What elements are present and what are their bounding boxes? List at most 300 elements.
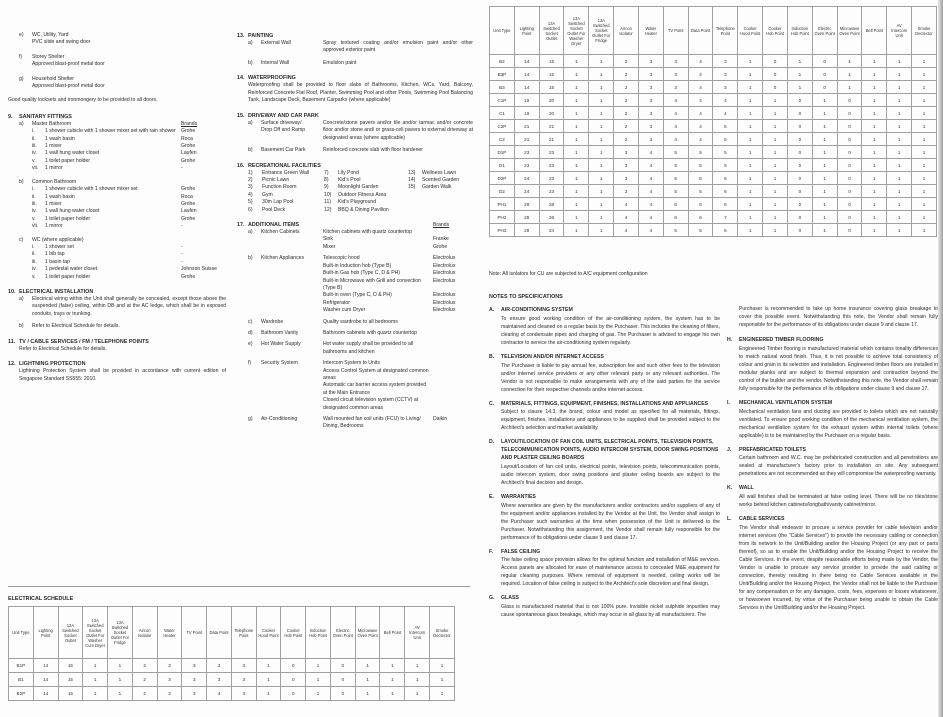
count-cell: 1	[256, 659, 281, 673]
count-cell: 3	[182, 673, 207, 687]
facility-name: BBQ & Dining Pavilion	[338, 206, 389, 213]
count-cell: 1	[564, 198, 589, 211]
count-cell: 4	[638, 211, 663, 224]
facility-number: 8)	[324, 177, 329, 184]
table-row	[490, 224, 937, 237]
item-line	[323, 255, 473, 262]
count-cell: 1	[912, 211, 937, 224]
count-cell: 3	[663, 81, 688, 94]
count-cell: 3	[638, 94, 663, 107]
note-title: MATERIALS, FITTINGS, EQUIPMENT, FINISHES, INSTALLATIONS AND APPLIANCES	[501, 400, 709, 407]
additional-group-kitchen-cabinets	[248, 229, 473, 251]
sanitary-item	[32, 186, 226, 193]
additional-group-security-system	[248, 360, 473, 412]
row-title: Surface driveway/ Drop Off and Ramp	[261, 120, 306, 134]
line-text: Kitchen cabinets with quartz countertop	[323, 229, 412, 236]
count-cell: 1	[862, 146, 887, 159]
note-title: WARRANTIES	[501, 493, 536, 500]
item-number: i.	[32, 128, 35, 135]
row-label: b)	[248, 59, 253, 66]
note-body: Certain bathroom and W.C. may be prefabricated construction and all penetrations are sealed at manufacturer's factory prior to installation on site. Any subsequent penetrations are not recommended as they will compromise the waterproofing warranty.	[739, 455, 938, 478]
count-cell: 1	[83, 687, 108, 701]
facility-number: 10)	[324, 191, 332, 198]
count-cell: 2	[614, 55, 639, 68]
count-cell: 1	[763, 94, 788, 107]
unit-type-cell: C1	[490, 107, 515, 120]
recreational-column-3	[408, 170, 473, 214]
count-cell: 1	[430, 687, 455, 701]
count-cell: 1	[837, 81, 862, 94]
note-title: PREFABRICATED TOILETS	[739, 446, 806, 453]
item-line	[323, 307, 473, 314]
table-header-row	[490, 7, 937, 55]
table-row	[490, 68, 937, 81]
count-cell: 1	[862, 159, 887, 172]
count-cell: 14	[33, 659, 58, 673]
column-header: Cooker Hob Point	[281, 607, 306, 659]
section-waterproofing	[237, 74, 473, 105]
line-text: Intercom System to Units	[323, 360, 380, 367]
column-header: 13A Switched Socket Outlet	[58, 607, 83, 659]
page-scan-edge	[938, 0, 943, 717]
count-cell: 1	[380, 673, 405, 687]
count-cell: 1	[589, 107, 614, 120]
count-cell: 5	[688, 224, 713, 237]
item-number: iii.	[32, 143, 37, 150]
section-number: 17.	[237, 222, 245, 229]
section-additional-items	[237, 221, 473, 431]
item-number: iv.	[32, 266, 37, 273]
item-number: v.	[32, 157, 36, 164]
count-cell: 1	[912, 120, 937, 133]
count-cell: 1	[912, 68, 937, 81]
count-cell: 1	[912, 94, 937, 107]
facility-item	[324, 207, 408, 214]
facility-number: 6)	[248, 206, 253, 213]
count-cell: 1	[306, 673, 331, 687]
group-title: Hot Water Supply	[261, 341, 301, 348]
count-cell: 1	[763, 224, 788, 237]
notes-list-right	[727, 337, 938, 612]
column-header: Water Heater	[157, 607, 182, 659]
table-row	[490, 120, 937, 133]
unit-type-cell: B2P	[9, 687, 34, 701]
count-cell: 0	[812, 55, 837, 68]
count-cell: 1	[862, 211, 887, 224]
count-cell: 1	[862, 68, 887, 81]
count-cell: 1	[812, 224, 837, 237]
count-cell: 3	[638, 107, 663, 120]
group-title: WC (where applicable)	[32, 236, 84, 243]
column-header: Lighting Point	[33, 607, 58, 659]
section-title: ADDITIONAL ITEMS	[248, 222, 300, 229]
count-cell: 1	[763, 159, 788, 172]
item-brand: Grohe	[181, 186, 196, 193]
count-cell: 4	[614, 224, 639, 237]
sanitary-item	[32, 216, 226, 223]
doors-note: Good quality locksets and ironmongery to be provided to all doors.	[8, 97, 158, 104]
note-section	[489, 439, 720, 486]
count-cell: 6	[663, 211, 688, 224]
line-text: Quality wardrobe to all bedrooms	[323, 318, 398, 325]
count-cell: 1	[564, 172, 589, 185]
section-number: 16.	[237, 162, 245, 169]
item-title: WC, Utility, Yard	[32, 32, 69, 38]
line-brand: Franke	[433, 236, 449, 243]
item-text: 1 mixer	[45, 143, 62, 150]
count-cell: 1	[738, 133, 763, 146]
unit-type-cell: B3	[490, 81, 515, 94]
count-cell: 0	[787, 224, 812, 237]
count-cell: 1	[862, 185, 887, 198]
group-lines	[323, 416, 473, 431]
group-title: Master Bathroom	[32, 120, 72, 127]
facility-name: 30m Lap Pool	[262, 199, 294, 206]
unit-type-cell: B1P	[9, 659, 34, 673]
count-cell: 0	[763, 55, 788, 68]
item-brand: Grohe	[181, 143, 196, 150]
section-number: 14.	[237, 75, 245, 82]
count-cell: 20	[539, 107, 564, 120]
item-line	[323, 416, 473, 431]
table-row	[490, 55, 937, 68]
count-cell: 5	[663, 224, 688, 237]
section-divider	[8, 586, 470, 587]
count-cell: 1	[564, 146, 589, 159]
item-text: 1 shower set	[45, 243, 74, 250]
item-text: 1 mirror	[45, 165, 63, 172]
count-cell: 4	[638, 198, 663, 211]
section-lightning-protection	[8, 360, 226, 383]
count-cell: 1	[787, 81, 812, 94]
facility-item	[248, 192, 324, 199]
item-line	[323, 292, 473, 299]
note-letter: I.	[727, 399, 730, 406]
count-cell: 21	[514, 120, 539, 133]
electrical-schedule-section	[8, 596, 455, 701]
row-label: a)	[248, 40, 253, 46]
note-body: The Purchaser is liable to pay annual fee, subscription fee and such other fees to the television and/or internet service providers or any other relevant party or any relevant authorities. The Vendor is not responsible to make arrangements with any of the said parties for the service connection for their respective channels and/or internet access.	[501, 362, 720, 393]
line-brand	[433, 330, 473, 337]
sanitary-group-wc	[19, 237, 226, 281]
note-title: MECHANICAL VENTILATION SYSTEM	[739, 399, 833, 406]
section-title: SANITARY FITTINGS	[19, 113, 72, 120]
count-cell: 1	[887, 198, 912, 211]
count-cell: 5	[663, 185, 688, 198]
count-cell: 4	[638, 146, 663, 159]
count-cell: 1	[862, 120, 887, 133]
line-text: Telescopic hood	[323, 255, 360, 262]
count-cell: 1	[306, 659, 331, 673]
note-section	[727, 516, 938, 612]
count-cell: 1	[405, 687, 430, 701]
row-label: b)	[248, 147, 253, 154]
facility-name: Entrance Green Wall	[262, 169, 310, 176]
count-cell: 4	[614, 211, 639, 224]
unit-type-cell: C2P	[490, 120, 515, 133]
lettered-paragraph	[19, 296, 226, 318]
group-lines	[323, 330, 473, 337]
count-cell: 1	[738, 224, 763, 237]
column-header: 13A Switched Socket Outlet For Washer Cum Dryer	[83, 607, 108, 659]
item-number: v.	[32, 215, 36, 222]
note-letter: D.	[489, 439, 495, 446]
column-header: TV Point	[663, 7, 688, 55]
table-row	[490, 172, 937, 185]
count-cell: 0	[763, 81, 788, 94]
note-body: Glass is manufactured material that is not 100% pure. Invisible nickel sulphide impurities may cause spontaneous glass breakage, which may occur in all glass by all manufacturers. The	[501, 604, 720, 619]
count-cell: 21	[514, 133, 539, 146]
item-line	[323, 382, 473, 397]
row-title: External Wall	[261, 40, 291, 46]
note-body: Layout/Location of fan coil units, electrical points, television points, telecommunication points, audio intercom system, door swing positions and plaster ceiling boards are subject to the Architect's final decision and design.	[501, 463, 720, 486]
count-cell: 0	[281, 687, 306, 701]
count-cell: 4	[688, 81, 713, 94]
count-cell: 0	[837, 172, 862, 185]
count-cell: 2	[614, 94, 639, 107]
count-cell: 1	[812, 133, 837, 146]
count-cell: 7	[713, 211, 738, 224]
group-title: Wardrobe	[261, 318, 284, 325]
count-cell: 4	[688, 55, 713, 68]
count-cell: 15	[58, 659, 83, 673]
item-text: 1 wall hung water closet	[45, 208, 100, 215]
left-page-column-1	[8, 32, 226, 390]
count-cell: 1	[589, 68, 614, 81]
count-cell: 1	[812, 107, 837, 120]
item-text: Refer to Electrical Schedule for details.	[32, 323, 120, 330]
brands-column-header: Brands	[433, 222, 450, 229]
brands-column-spacer	[181, 237, 226, 244]
item-number: i.	[32, 243, 35, 250]
section-title: RECREATIONAL FACILITIES	[248, 162, 321, 169]
count-cell: 1	[589, 146, 614, 159]
note-letter: F.	[489, 548, 494, 555]
electrical-schedule-table-left	[8, 606, 455, 701]
note-body: All wall finishes shall be terminated at false ceiling level. There will be no tiles/stone works behind kitchen cabinets/longbath/vanity cabinet/mirror.	[739, 494, 938, 509]
group-title: Common Bathroom	[32, 178, 77, 185]
unit-type-cell: D2	[490, 185, 515, 198]
count-cell: 5	[663, 159, 688, 172]
item-text: 1 wall hung water closet	[45, 150, 100, 157]
unit-type-cell: B3P	[490, 68, 515, 81]
facility-name: Outdoor Fitness Area	[338, 191, 387, 198]
sanitary-item	[32, 251, 226, 258]
count-cell: 1	[589, 211, 614, 224]
item-text: 1 shower cubicle with 1 shower mixer set with rain shower	[45, 128, 176, 135]
count-cell: 1	[887, 224, 912, 237]
group-lines	[323, 229, 473, 251]
count-cell: 1	[812, 120, 837, 133]
count-cell: 14	[33, 687, 58, 701]
group-lines	[323, 360, 473, 412]
count-cell: 1	[738, 107, 763, 120]
count-cell: 2	[614, 68, 639, 81]
count-cell: 5	[688, 146, 713, 159]
count-cell: 1	[738, 211, 763, 224]
note-section	[727, 447, 938, 479]
facility-name: Wellness Lawn	[422, 169, 457, 176]
table-header-row	[9, 607, 455, 659]
column-header: Microwave Oven Point	[837, 7, 862, 55]
note-letter: C.	[489, 400, 495, 407]
item-brand: Johnson Suisse	[181, 266, 217, 273]
count-cell: 1	[108, 659, 133, 673]
unit-type-cell: B1	[9, 673, 34, 687]
count-cell: 3	[207, 659, 232, 673]
count-cell: 1	[912, 146, 937, 159]
item-label: g)	[19, 75, 24, 82]
facility-number: 15)	[408, 184, 416, 191]
count-cell: 1	[564, 94, 589, 107]
count-cell: 1	[564, 159, 589, 172]
table-row	[490, 198, 937, 211]
item-line	[323, 236, 473, 243]
item-label: a)	[19, 295, 24, 302]
count-cell: 28	[514, 211, 539, 224]
section-sanitary-fittings	[8, 113, 226, 281]
count-cell: 19	[514, 94, 539, 107]
sanitary-item	[32, 223, 226, 230]
count-cell: 4	[713, 107, 738, 120]
count-cell: 3	[231, 687, 256, 701]
count-cell: 1	[564, 185, 589, 198]
column-header: 13A Switched Socket Outlet For Fridge	[589, 7, 614, 55]
count-cell: 1	[812, 185, 837, 198]
count-cell: 1	[430, 659, 455, 673]
item-text: 1 pedestal water closet	[45, 266, 98, 273]
column-header: Unit Type	[9, 607, 34, 659]
count-cell: 3	[207, 673, 232, 687]
note-body: Engineered Timber flooring is manufactured material which contains tonality differences to match natural wood finish. Thus, it is not possible to achieve total consistency of colour and grain in its selection and installation. Engineered timber floors are installed in modular planks and are subject to thermal expansion and contraction beyond the control of the builder and the vendor. Notwithstanding this note, the Vendor shall remain fully responsible for the performance of its obligations under clause 9 and clause 17.	[739, 345, 938, 392]
group-lines	[323, 255, 473, 314]
facility-number: 5)	[248, 199, 253, 206]
count-cell: 4	[663, 107, 688, 120]
recreational-columns	[248, 170, 473, 214]
column-header: 13A Switched Socket Outlet	[539, 7, 564, 55]
group-lines	[323, 319, 473, 326]
count-cell: 24	[539, 224, 564, 237]
line-brand	[433, 360, 473, 367]
count-cell: 4	[663, 94, 688, 107]
count-cell: 1	[812, 198, 837, 211]
count-cell: 1	[912, 133, 937, 146]
column-header: Lighting Point	[514, 7, 539, 55]
driveway-rows	[237, 120, 473, 155]
count-cell: 3	[713, 68, 738, 81]
count-cell: 23	[539, 172, 564, 185]
sanitary-item	[32, 165, 226, 172]
count-cell: 1	[763, 133, 788, 146]
note-body: The false ceiling space provision allows for the optimal function and installation of M&E services. Access panels are allocated for ease of maintenance access to concealed M&E equipment for regular cleaning purposes. Where removal of equipment is needed, ceiling works will be required. Location of false ceiling is subject to the Architect's sole discretion and final design.	[501, 557, 720, 588]
count-cell: 1	[887, 159, 912, 172]
column-header: TV Point	[182, 607, 207, 659]
line-brand: Electrolux	[433, 307, 456, 314]
row-description: Reinforced concrete slab with floor hardener	[323, 147, 423, 154]
count-cell: 1	[564, 81, 589, 94]
count-cell: 1	[738, 185, 763, 198]
count-cell: 1	[589, 133, 614, 146]
column-header: Cooker Hood Point	[256, 607, 281, 659]
note-section	[489, 307, 720, 347]
item-brand: -	[181, 258, 183, 265]
unit-type-cell: PH1	[490, 198, 515, 211]
item-number: vii.	[32, 165, 39, 172]
note-title: CABLE SERVICES	[739, 516, 785, 523]
section-number: 15.	[237, 113, 245, 119]
count-cell: 1	[862, 55, 887, 68]
count-cell: 1	[589, 159, 614, 172]
item-line	[323, 368, 473, 383]
count-cell: 4	[688, 133, 713, 146]
count-cell: 3	[614, 172, 639, 185]
count-cell: 4	[638, 185, 663, 198]
count-cell: 2	[132, 673, 157, 687]
unit-type-cell: PH2	[490, 211, 515, 224]
note-letter: K.	[727, 485, 733, 492]
notes-list-left	[489, 307, 720, 619]
count-cell: 3	[231, 659, 256, 673]
facility-item	[248, 184, 324, 191]
count-cell: 0	[837, 211, 862, 224]
line-brand	[433, 229, 473, 236]
item-number: i.	[32, 186, 35, 193]
note-title: AIR-CONDITIONING SYSTEM	[501, 307, 573, 313]
item-brand: Laufen	[181, 150, 197, 157]
count-cell: 0	[837, 94, 862, 107]
count-cell: 0	[787, 211, 812, 224]
section-title: WATERPROOFING	[248, 75, 296, 82]
group-title: Kitchen Appliances	[261, 255, 305, 262]
note-letter: L.	[727, 516, 732, 523]
count-cell: 0	[787, 185, 812, 198]
item-line	[323, 229, 473, 236]
group-title: Kitchen Cabinets	[261, 229, 300, 236]
count-cell: 1	[763, 185, 788, 198]
count-cell: 14	[514, 68, 539, 81]
count-cell: 23	[514, 146, 539, 159]
column-header: Cooker Hob Point	[763, 7, 788, 55]
section-number: 12.	[8, 361, 16, 368]
brands-column-spacer	[181, 179, 226, 186]
note-title: TELEVISION AND/OR INTERNET ACCESS	[501, 353, 604, 360]
column-header: AV Intercom Unit	[405, 607, 430, 659]
table-row	[490, 185, 937, 198]
column-header: Data Point	[207, 607, 232, 659]
line-brand	[433, 382, 473, 397]
count-cell: 1	[912, 198, 937, 211]
sanitary-items	[19, 186, 226, 230]
note-section	[727, 337, 938, 393]
count-cell: 1	[763, 172, 788, 185]
count-cell: 3	[638, 81, 663, 94]
count-cell: 1	[256, 687, 281, 701]
line-text: Sink	[323, 236, 333, 243]
sanitary-item	[32, 128, 226, 135]
facility-item	[324, 199, 408, 206]
item-brand: -	[181, 251, 183, 258]
item-label: e)	[19, 32, 24, 38]
item-description: Approved blast-proof metal door	[32, 83, 105, 90]
count-cell: 1	[83, 673, 108, 687]
line-text: Bathroom cabinets with quartz countertop	[323, 329, 418, 336]
door-spec-item	[19, 54, 226, 69]
sanitary-item	[32, 194, 226, 201]
count-cell: 1	[787, 68, 812, 81]
count-cell: 1	[862, 94, 887, 107]
item-text: 1 toilet paper holder	[45, 215, 91, 222]
note-letter: E.	[489, 493, 494, 500]
